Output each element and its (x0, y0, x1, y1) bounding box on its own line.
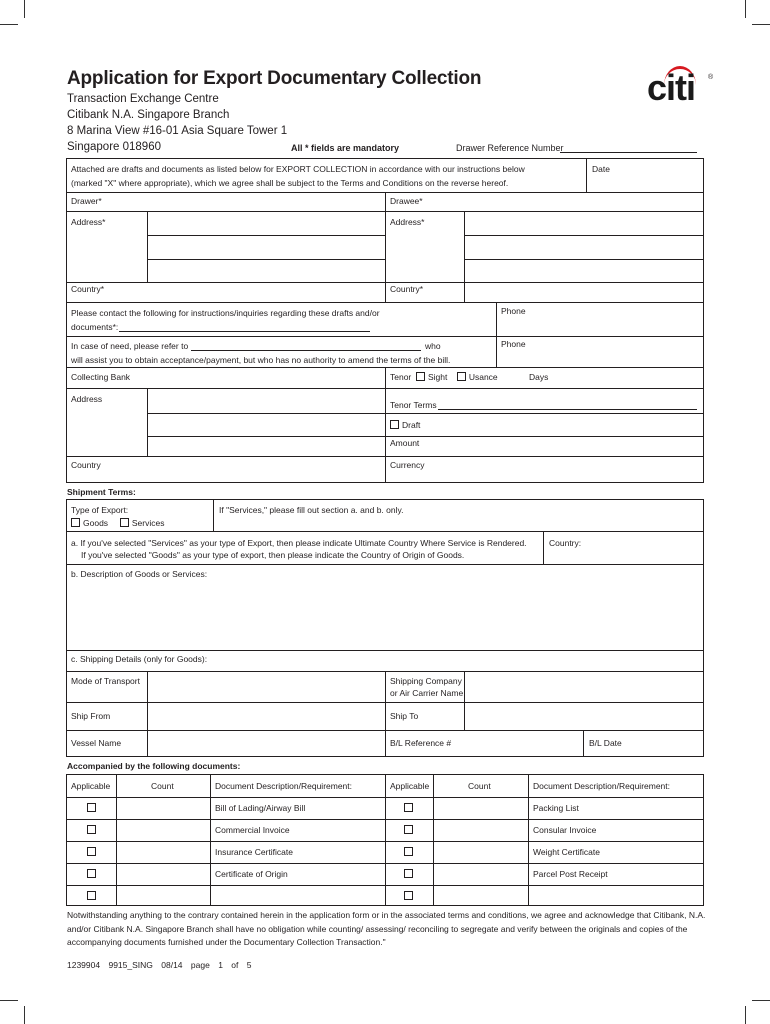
tenor-terms-input[interactable] (438, 409, 697, 410)
usance-checkbox[interactable] (457, 372, 466, 381)
divider (147, 211, 148, 282)
need-refer-input[interactable] (191, 350, 421, 351)
divider (66, 282, 704, 283)
intro-text-2: (marked "X" where appropriate), which we agree shall be subject to the Terms and Conditions on the reverse hereof. (71, 178, 509, 188)
bl-date-label: B/L Date (589, 738, 622, 748)
type-of-export-label: Type of Export: (71, 505, 129, 515)
document-item: Weight Certificate (533, 847, 600, 857)
contact-text-2: documents*: (71, 322, 119, 332)
disclaimer-text: Notwithstanding anything to the contrary contained herein in the application form or in the associated terms and conditions, we agree and acknowledge that Citibank, N.A. and/or Citibank N.A. Singapore Branch shall have no obligation while counting/ assessing/ reconciling to segregate and verify between the originals and copies of the accompanying documents furnished under the Documentary Collection Transaction." (67, 910, 706, 947)
crop-mark (745, 1006, 746, 1024)
bank-address-label: Address (71, 394, 103, 404)
usance-label: Usance (468, 372, 498, 382)
divider (385, 192, 386, 302)
form-footer (67, 960, 251, 970)
divider (66, 841, 704, 842)
collecting-bank-label: Collecting Bank (71, 372, 131, 382)
amount-label: Amount (390, 438, 420, 448)
divider (66, 564, 704, 565)
divider (66, 819, 704, 820)
bank-country-label: Country (71, 460, 101, 470)
divider (528, 774, 529, 906)
divider (543, 531, 544, 564)
document-item: Parcel Post Receipt (533, 869, 608, 879)
applicable-checkbox[interactable] (87, 803, 96, 812)
shipping-company-label-2: or Air Carrier Name (390, 688, 464, 698)
drawer-label: Drawer* (71, 196, 102, 206)
applicable-checkbox[interactable] (404, 847, 413, 856)
contact-input[interactable] (119, 331, 370, 332)
intro-text-1: Attached are drafts and documents as listed below for EXPORT COLLECTION in accordance with our instructions below (71, 164, 525, 174)
drawer-address-label: Address* (71, 217, 106, 227)
draft-checkbox[interactable] (390, 420, 399, 429)
form-id: 9915_SING (108, 960, 153, 970)
date-label: Date (592, 164, 610, 174)
crop-mark (24, 1006, 25, 1024)
form-date: 08/14 (161, 960, 183, 970)
address-line-2: Citibank N.A. Singapore Branch (67, 109, 230, 121)
crop-mark (752, 24, 770, 25)
form-code: 1239904 (67, 960, 101, 970)
header-count: Count (151, 781, 174, 791)
divider (66, 302, 704, 303)
bank-address-line[interactable] (147, 413, 385, 414)
bank-address-line[interactable] (147, 436, 385, 437)
address-line-1: Transaction Exchange Centre (67, 93, 219, 105)
export-type-row (71, 518, 164, 529)
drawee-address-line[interactable] (464, 259, 704, 260)
crop-mark (752, 1000, 770, 1001)
applicable-checkbox[interactable] (87, 847, 96, 856)
divider (66, 702, 704, 703)
document-item: Insurance Certificate (215, 847, 293, 857)
currency-label: Currency (390, 460, 425, 470)
mode-of-transport-label: Mode of Transport (71, 676, 140, 686)
section-a-line-2: If you've selected "Goods" as your type of export, then please indicate the Country of Origin of Goods. (81, 550, 465, 560)
applicable-checkbox[interactable] (87, 825, 96, 834)
applicable-checkbox[interactable] (404, 803, 413, 812)
header-applicable: Applicable (71, 781, 111, 791)
drawee-country-label: Country* (390, 284, 424, 294)
section-a-line-1: a. If you've selected "Services" as your type of Export, then please indicate Ultimate Country Where Service is Rendered. (71, 538, 527, 548)
vessel-name-label: Vessel Name (71, 738, 122, 748)
tenor-label: Tenor (390, 372, 412, 382)
country-label: Country: (549, 538, 582, 548)
section-c-label: c. Shipping Details (only for Goods): (71, 654, 208, 664)
page-number: page 1 of 5 (190, 960, 252, 970)
divider (66, 531, 704, 532)
services-note: If "Services," please fill out section a. and b. only. (219, 505, 404, 515)
page-title: Application for Export Documentary Collection (67, 68, 482, 89)
document-item: Bill of Lading/Airway Bill (215, 803, 306, 813)
tenor-terms-label: Tenor Terms (390, 400, 437, 410)
drawee-address-line[interactable] (464, 235, 704, 236)
divider (66, 863, 704, 864)
applicable-checkbox[interactable] (87, 891, 96, 900)
divider (66, 730, 704, 731)
divider (213, 499, 214, 531)
divider (210, 774, 211, 906)
days-label: Days (529, 372, 549, 382)
divider (116, 774, 117, 906)
mandatory-note: All * fields are mandatory (291, 143, 400, 153)
divider (66, 797, 704, 798)
drawee-label: Drawee* (390, 196, 423, 206)
phone-label-1: Phone (501, 306, 526, 316)
drawer-address-line[interactable] (147, 259, 385, 260)
sight-checkbox[interactable] (416, 372, 425, 381)
address-line-3: 8 Marina View #16-01 Asia Square Tower 1 (67, 125, 288, 137)
divider (385, 413, 704, 414)
document-item: Packing List (533, 803, 579, 813)
divider (66, 336, 704, 337)
applicable-checkbox[interactable] (404, 825, 413, 834)
need-text-1: In case of need, please refer to (71, 341, 189, 351)
divider (385, 367, 386, 483)
header-description: Document Description/Requirement: (215, 781, 353, 791)
header-count: Count (468, 781, 491, 791)
draft-label: Draft (402, 420, 421, 430)
divider (464, 211, 465, 302)
tenor-row (390, 372, 498, 383)
services-checkbox[interactable] (120, 518, 129, 527)
who-text: who (425, 341, 441, 351)
contact-text-1: Please contact the following for instructions/inquiries regarding these drafts and/or (71, 308, 380, 318)
divider (66, 456, 704, 457)
drawer-reference-label: Drawer Reference Number (456, 143, 564, 153)
services-label: Services (131, 518, 165, 528)
divider (147, 388, 148, 456)
ship-to-label: Ship To (390, 711, 419, 721)
divider (66, 650, 704, 651)
document-item: Certificate of Origin (215, 869, 288, 879)
citi-logo: citi (647, 67, 696, 108)
divider (147, 671, 148, 757)
document-item: Commercial Invoice (215, 825, 290, 835)
shipment-heading: Shipment Terms: (67, 487, 136, 497)
address-line-4: Singapore 018960 (67, 141, 161, 153)
phone-label-2: Phone (501, 339, 526, 349)
divider (583, 730, 584, 757)
ship-from-label: Ship From (71, 711, 111, 721)
shipping-company-label-1: Shipping Company (390, 676, 462, 686)
divider (464, 671, 465, 730)
goods-checkbox[interactable] (71, 518, 80, 527)
need-text-2: will assist you to obtain acceptance/payment, but who has no authority to amend the terms of the bill. (71, 355, 451, 365)
draft-row (390, 420, 420, 431)
divider (385, 671, 386, 757)
header-description: Document Description/Requirement: (533, 781, 671, 791)
divider (496, 302, 497, 367)
applicable-checkbox[interactable] (404, 891, 413, 900)
divider (433, 774, 434, 906)
divider (385, 436, 704, 437)
drawer-reference-input[interactable] (560, 152, 697, 153)
crop-mark (745, 0, 746, 18)
header-applicable: Applicable (390, 781, 430, 791)
crop-mark (0, 24, 18, 25)
documents-heading: Accompanied by the following documents: (67, 761, 241, 771)
crop-mark (24, 0, 25, 18)
registered-mark: ® (708, 74, 714, 81)
bl-reference-label: B/L Reference # (390, 738, 452, 748)
divider (586, 158, 587, 192)
applicable-checkbox[interactable] (87, 869, 96, 878)
sight-label: Sight (428, 372, 448, 382)
drawer-country-label: Country* (71, 284, 105, 294)
drawer-address-line[interactable] (147, 235, 385, 236)
divider (385, 774, 386, 906)
section-b-label: b. Description of Goods or Services: (71, 569, 208, 579)
divider (66, 388, 704, 389)
divider (66, 885, 704, 886)
drawee-address-label: Address* (390, 217, 425, 227)
document-item: Consular Invoice (533, 825, 597, 835)
goods-label: Goods (83, 518, 109, 528)
crop-mark (0, 1000, 18, 1001)
applicable-checkbox[interactable] (404, 869, 413, 878)
